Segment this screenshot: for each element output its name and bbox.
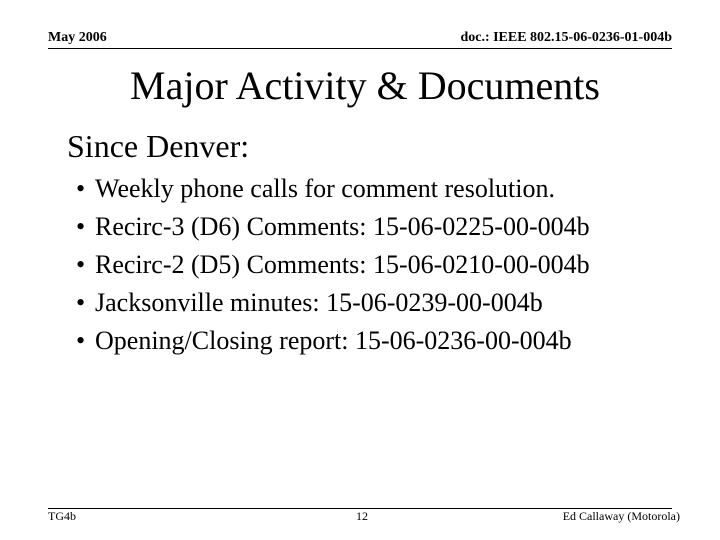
bullet-text: Opening/Closing report: 15-06-0236-00-004b (95, 326, 572, 355)
footer-group: TG4b (48, 509, 76, 523)
bullet-icon: • (76, 212, 86, 241)
bullet-icon: • (76, 288, 86, 317)
footer-author: Ed Callaway (Motorola) (562, 509, 680, 523)
bullet-text: Weekly phone calls for comment resolution. (95, 174, 556, 203)
bullet-text: Jacksonville minutes: 15-06-0239-00-004b (95, 288, 543, 317)
bullet-icon: • (76, 250, 86, 279)
footer-page-number: 12 (356, 509, 368, 523)
header-date: May 2006 (48, 30, 107, 45)
bullet-icon: • (76, 174, 86, 203)
bullet-text: Recirc-2 (D5) Comments: 15-06-0210-00-004b (95, 250, 590, 279)
header-divider (48, 48, 672, 49)
slide-subheading: Since Denver: (67, 128, 250, 164)
slide-title: Major Activity & Documents (130, 63, 600, 108)
header-doc-id: doc.: IEEE 802.15-06-0236-01-004b (460, 30, 672, 45)
bullet-text: Recirc-3 (D6) Comments: 15-06-0225-00-004b (95, 212, 590, 241)
bullet-icon: • (76, 326, 86, 355)
